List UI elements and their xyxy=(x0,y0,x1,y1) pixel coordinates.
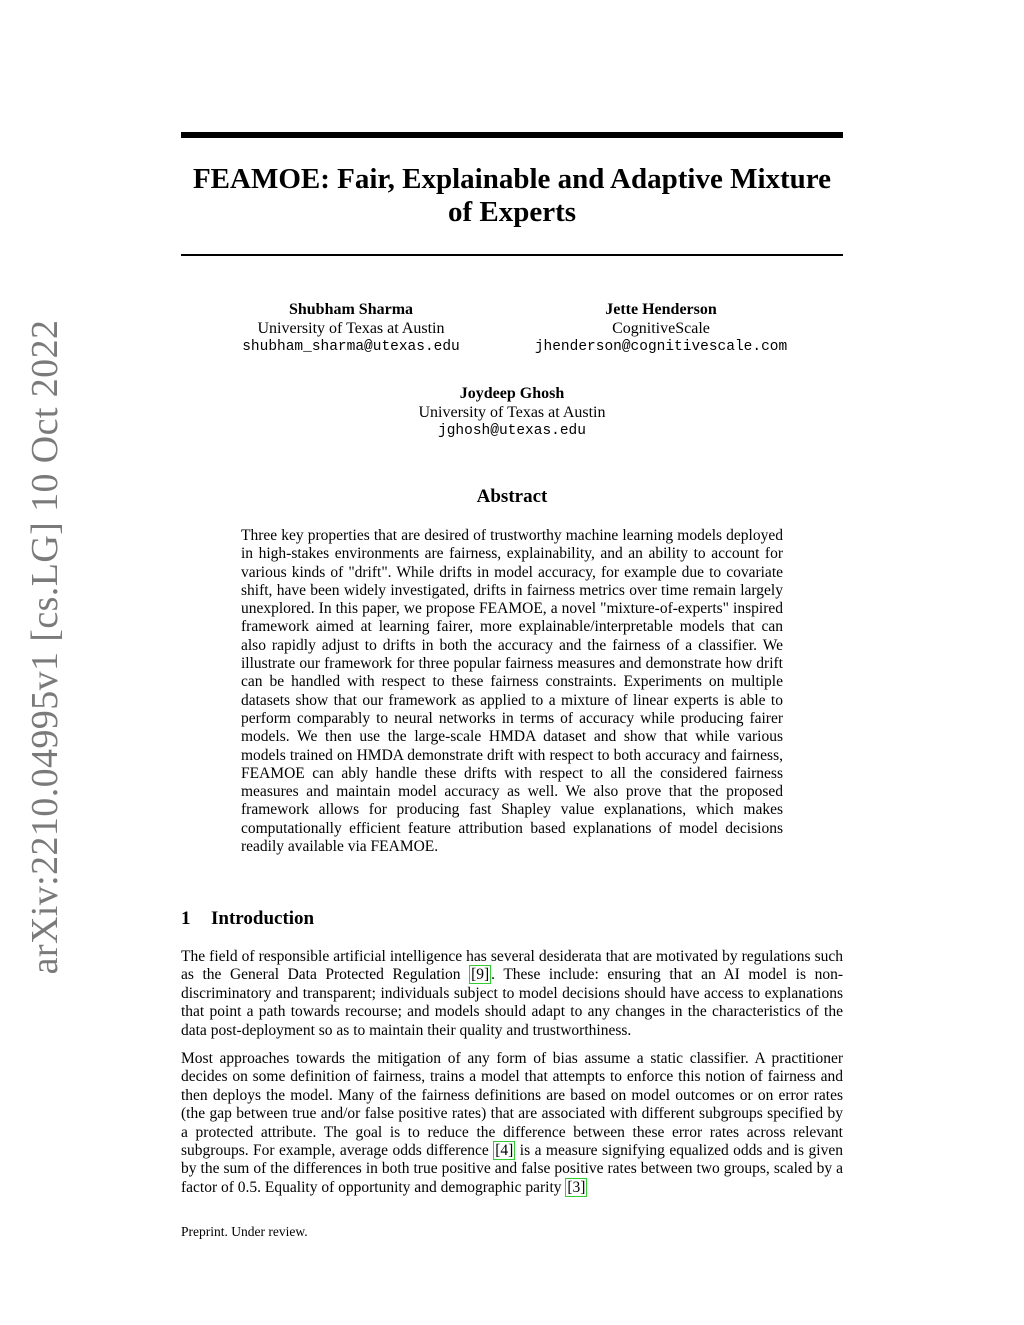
paper-title: FEAMOE: Fair, Explainable and Adaptive Mixture of Experts xyxy=(192,163,832,228)
citation-link[interactable]: [4] xyxy=(495,1142,514,1160)
author-email[interactable]: jghosh@utexas.edu xyxy=(438,423,586,439)
author-card xyxy=(221,300,481,357)
section-heading xyxy=(181,908,314,930)
author-affiliation: CognitiveScale xyxy=(612,320,710,337)
author-affiliation: University of Texas at Austin xyxy=(418,404,606,421)
page-footer: Preprint. Under review. xyxy=(181,1224,308,1239)
citation-link[interactable]: [9] xyxy=(471,966,490,984)
arxiv-identifier-stamp: arXiv:2210.04995v1 [cs.LG] 10 Oct 2022 xyxy=(24,319,66,975)
paragraph-text: . These include: ensuring that an AI model is non-discriminatory and transparent; individuals subject to model decisions should have access to explanations that point a path towards recourse; and models should adapt to any changes in the characteristics of the data post-deployment so as to maintain their quality and trustworthiness. xyxy=(181,966,843,1039)
author-name: Shubham Sharma xyxy=(288,301,414,318)
abstract-text: Three key properties that are desired of trustworthy machine learning models deployed in high-stakes environments are fairness, explainability, and an ability to account for various kinds of "drift". While drifts in model accuracy, for example due to covariate shift, have been widely investigated, drifts in fairness metrics over time remain largely unexplored. In this paper, we propose FEAMOE, a novel "mixture-of-experts" inspired framework aimed at learning fairer, more explainable/interpretable models that can also rapidly adjust to drifts in both the accuracy and the fairness of a classifier. We illustrate our framework for three popular fairness measures and demonstrate how drift can be handled with respect to these fairness constraints. Experiments on multiple datasets show that our framework as applied to a mixture of linear experts is able to perform comparably to neural networks in terms of accuracy while producing fairer models. We then use the large-scale HMDA dataset and show that while various models trained on HMDA demonstrate drift with respect to both accuracy and fairness, FEAMOE can ably handle these drifts with respect to all the considered fairness measures and maintain model accuracy as well. We also prove that the proposed framework allows for producing fast Shapley value explanations, which makes computationally efficient feature attribution based explanations of model decisions readily available via FEAMOE. xyxy=(241,527,783,856)
author-card xyxy=(521,300,801,357)
title-top-rule xyxy=(181,132,843,138)
paragraph-text: The field of responsible artificial intelligence has several desiderata that are motivated by regulations such as the General Data Protected Regulation xyxy=(181,948,843,984)
section-title: Introduction xyxy=(211,908,315,929)
body-paragraph xyxy=(181,1050,843,1197)
author-email[interactable]: shubham_sharma@utexas.edu xyxy=(242,339,460,355)
title-bottom-rule xyxy=(181,254,843,256)
author-email[interactable]: jhenderson@cognitivescale.com xyxy=(534,339,788,355)
author-card xyxy=(362,384,662,441)
paragraph-text: Most approaches towards the mitigation of any form of bias assume a static classifier. A practitioner decides on some definition of fairness, trains a model that attempts to enforce this notion of fairness and then deploys the model. Many of the fairness definitions are based on model outcomes or on error rates (the gap between true and/or false positive rates) that are associated with different subgroups specified by a protected attribute. The goal is to reduce the difference between these error rates across relevant subgroups. For example, average odds difference xyxy=(181,1050,843,1160)
paragraph-text: is a measure signifying equalized odds and is given by the sum of the differences in both true positive and false positive rates between two groups, scaled by a factor of 0.5. Equality of opportunity and demographic parity xyxy=(181,1142,843,1196)
abstract-heading: Abstract xyxy=(476,486,548,507)
author-name: Jette Henderson xyxy=(605,301,717,318)
section-number: 1 xyxy=(181,908,191,929)
author-name: Joydeep Ghosh xyxy=(459,385,565,402)
author-affiliation: University of Texas at Austin xyxy=(257,320,445,337)
body-paragraph xyxy=(181,948,843,1040)
citation-link[interactable]: [3] xyxy=(567,1178,586,1196)
